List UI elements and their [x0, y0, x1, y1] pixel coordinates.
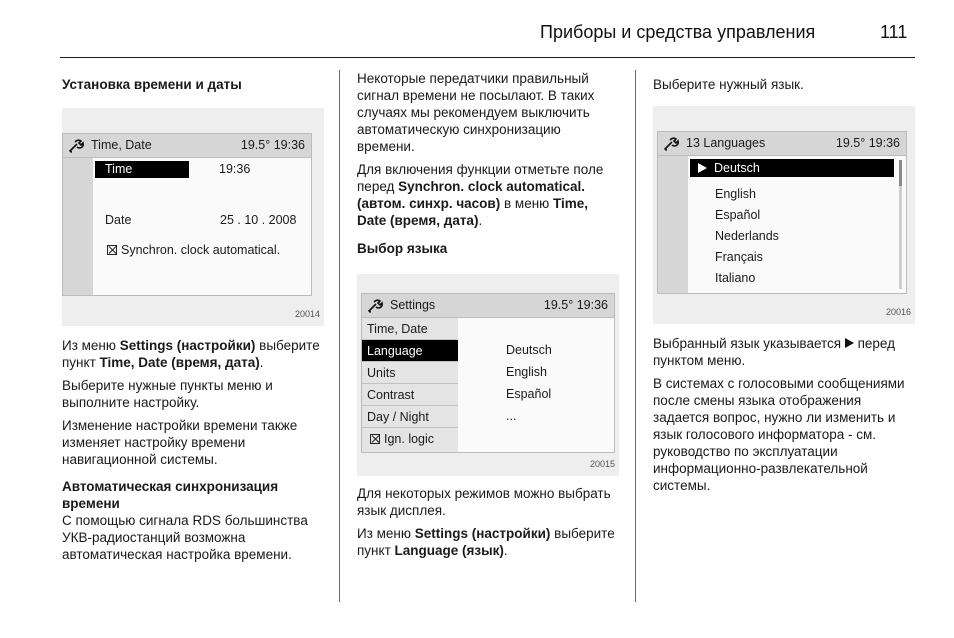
paragraph: Из меню Settings (настройки) выберите пункт Language (язык). — [357, 526, 615, 558]
page-header-title: Приборы и средства управления — [540, 22, 816, 42]
time-value[interactable]: 19:36 — [219, 162, 251, 176]
paragraph: Из меню Settings (настройки) выберите пункт Time, Date (время, дата). — [62, 338, 320, 370]
column-divider — [339, 70, 340, 602]
menu-item-day-night[interactable]: Day / Night — [362, 406, 458, 428]
paragraph: Выберите нужные пункты меню и выполните настройку. — [62, 378, 273, 410]
paragraph: Выберите нужный язык. — [653, 77, 804, 92]
screen-title: Settings — [390, 298, 436, 312]
language-item[interactable]: Français — [715, 250, 763, 264]
screen-titlebar — [63, 134, 311, 158]
display-screen — [361, 293, 615, 453]
menu-item-units[interactable]: Units — [362, 362, 458, 384]
menu-item-time-date[interactable]: Time, Date — [362, 318, 458, 340]
scrollbar[interactable] — [899, 160, 902, 289]
menu-item-contrast[interactable]: Contrast — [362, 384, 458, 406]
sync-clock-label: Synchron. clock automatical. — [121, 243, 281, 257]
checkbox-checked-icon[interactable] — [370, 434, 380, 444]
language-value: Deutsch — [506, 343, 552, 357]
figure-code: 20014 — [294, 309, 320, 319]
menu-item-time[interactable]: Time — [95, 161, 189, 178]
language-item-selected[interactable]: Deutsch — [690, 159, 894, 177]
language-item[interactable]: Italiano — [715, 271, 756, 285]
triangle-marker-icon — [845, 338, 854, 348]
menu-item-ign-logic[interactable]: Ign. logic — [362, 428, 458, 453]
paragraph: Некоторые передатчики правильный сигнал времени не посылают. В таких случаях мы рекомендуем выключить автоматическую синхронизацию времени. — [357, 71, 595, 154]
screen-titlebar — [362, 294, 614, 318]
settings-wrench-icon — [664, 137, 680, 151]
language-item[interactable]: Nederlands — [715, 229, 779, 243]
column-1 — [62, 70, 324, 569]
paragraph: В системах с голосовыми сообщениями после смены языка отображения задается вопрос, нужно ли изменить и язык голосового информатора - см. руководство по эксплуатации информационно-развлекательной системы. — [653, 376, 905, 493]
paragraph: Для некоторых режимов можно выбрать язык дисплея. — [357, 486, 611, 518]
section-heading-time-date: Установка времени и даты — [62, 77, 242, 92]
column-divider — [635, 70, 636, 602]
checkbox-checked-icon[interactable] — [107, 245, 117, 255]
screen-titlebar — [658, 132, 906, 156]
date-value[interactable]: 25 . 10 . 2008 — [220, 213, 297, 227]
figure-code: 20015 — [589, 459, 615, 469]
paragraph: Для включения функции отметьте поле перед Synchron. clock automatical. (автом. синхр. часов) в меню Time, Date (время, дата). — [357, 162, 604, 228]
language-value: English — [506, 365, 547, 379]
selected-triangle-icon — [698, 163, 707, 173]
settings-wrench-icon — [368, 299, 384, 313]
screen-title: Time, Date — [91, 138, 152, 152]
paragraph: Выбранный язык указывается перед пунктом меню. — [653, 336, 896, 368]
display-screen — [62, 133, 312, 296]
figure-settings — [357, 274, 619, 476]
language-value-more: ... — [506, 409, 517, 423]
column-2 — [357, 70, 619, 565]
display-screen — [657, 131, 907, 294]
section-heading-auto-sync: Автоматическая синхронизация времени — [62, 479, 279, 511]
screen-status: 19.5° 19:36 — [543, 298, 608, 312]
settings-wrench-icon — [69, 139, 85, 153]
screen-left-strip — [63, 158, 93, 295]
menu-item-date[interactable]: Date — [105, 213, 132, 227]
section-heading-language: Выбор языка — [357, 241, 448, 256]
paragraph: Изменение настройки времени также изменяет настройку времени навигационной системы. — [62, 418, 298, 467]
screen-status: 19.5° 19:36 — [240, 138, 305, 152]
screen-left-strip — [658, 156, 688, 293]
language-item[interactable]: Español — [715, 208, 761, 222]
figure-code: 20016 — [885, 307, 911, 317]
language-item[interactable]: English — [715, 187, 756, 201]
figure-time-date — [62, 108, 324, 326]
screen-status: 19.5° 19:36 — [835, 136, 900, 150]
sync-clock-option[interactable] — [107, 242, 280, 259]
scrollbar-thumb[interactable] — [899, 160, 902, 186]
page-number: 111 — [880, 22, 908, 42]
header-divider — [60, 57, 915, 58]
column-3 — [653, 70, 915, 500]
figure-languages — [653, 106, 915, 324]
language-value: Español — [506, 387, 552, 401]
paragraph: С помощью сигнала RDS большинства УКВ-радиостанций возможна автоматическая настройка времени. — [62, 513, 308, 562]
menu-item-language[interactable]: Language — [362, 340, 458, 362]
screen-title: 13 Languages — [686, 136, 766, 150]
